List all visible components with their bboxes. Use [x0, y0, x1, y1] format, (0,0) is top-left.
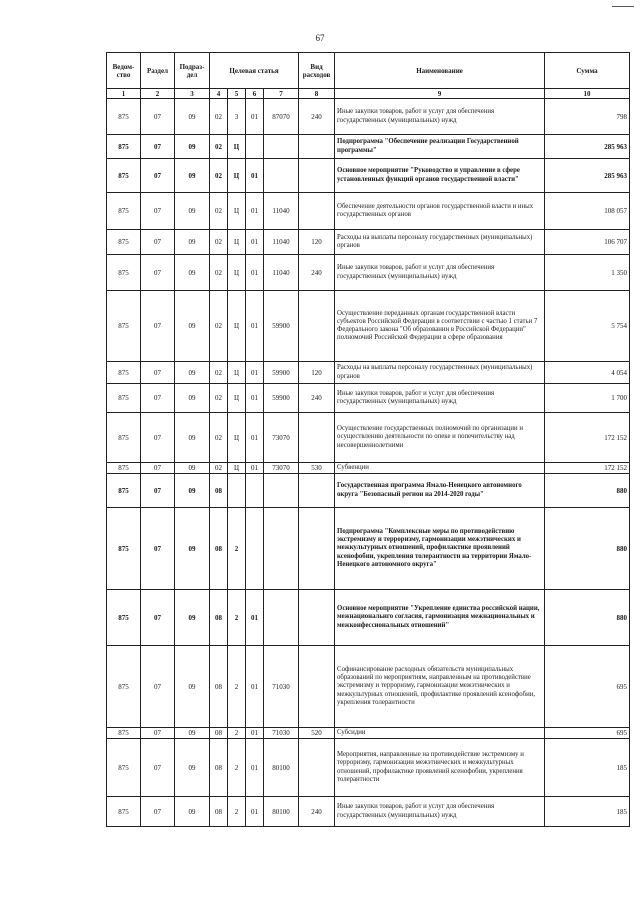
name-cell: Расходы на выплаты персоналу государственных (муниципальных) органов: [335, 230, 545, 255]
ts3-cell: 01: [246, 739, 264, 797]
table-row: [107, 508, 630, 590]
name-cell: Подпрограмма "Комплексные меры по противодействию экстремизму и терроризму, гармонизации межэтнических и межкультурных отношений, профилактике проявлений ксенофобии, укрепления толерантности на территории Ямало-Ненецкого автономного округа": [335, 508, 545, 590]
vedomstvo-cell: 875: [107, 291, 141, 362]
ts1-cell: 08: [210, 508, 228, 590]
table-row: [107, 230, 630, 255]
header-vedomstvo: Ведом-ство: [107, 53, 141, 89]
vid-cell: [299, 291, 335, 362]
vedomstvo-cell: 875: [107, 362, 141, 384]
vedomstvo-cell: 875: [107, 797, 141, 827]
name-cell: Мероприятия, направленные на противодействие экстремизму и терроризму, гармонизации межэтнических и межкультурных отношений, профилактике проявлений ксенофобии, укрепления толерантности: [335, 739, 545, 797]
ts3-cell: 01: [246, 797, 264, 827]
ts1-cell: 02: [210, 362, 228, 384]
ts2-cell: [228, 474, 246, 508]
header-naimenovanie: Наименование: [335, 53, 545, 89]
ts2-cell: 3: [228, 99, 246, 135]
ts3-cell: 01: [246, 362, 264, 384]
column-number: 4: [210, 89, 228, 99]
ts1-cell: 02: [210, 384, 228, 413]
ts1-cell: 08: [210, 797, 228, 827]
table-row: [107, 474, 630, 508]
sum-cell: 798: [545, 99, 630, 135]
vid-cell: [299, 590, 335, 646]
vedomstvo-cell: 875: [107, 590, 141, 646]
vid-cell: [299, 646, 335, 728]
razdel-cell: 07: [141, 159, 175, 193]
ts3-cell: 01: [246, 255, 264, 291]
podrazdel-cell: 09: [175, 193, 210, 230]
ts1-cell: 08: [210, 728, 228, 739]
ts2-cell: Ц: [228, 255, 246, 291]
vid-cell: 520: [299, 728, 335, 739]
ts2-cell: 2: [228, 590, 246, 646]
podrazdel-cell: 09: [175, 159, 210, 193]
sum-cell: 185: [545, 797, 630, 827]
vid-cell: [299, 739, 335, 797]
podrazdel-cell: 09: [175, 797, 210, 827]
column-number: 8: [299, 89, 335, 99]
ts3-cell: 01: [246, 230, 264, 255]
table-row: [107, 384, 630, 413]
ts2-cell: 2: [228, 739, 246, 797]
column-number: 5: [228, 89, 246, 99]
vedomstvo-cell: 875: [107, 413, 141, 463]
ts3-cell: [246, 474, 264, 508]
column-number: 3: [175, 89, 210, 99]
podrazdel-cell: 09: [175, 590, 210, 646]
razdel-cell: 07: [141, 797, 175, 827]
vid-cell: [299, 159, 335, 193]
ts2-cell: 2: [228, 508, 246, 590]
ts2-cell: Ц: [228, 159, 246, 193]
header-tselevaya-statya: Целевая статья: [210, 53, 299, 89]
razdel-cell: 07: [141, 413, 175, 463]
ts4-cell: [264, 590, 299, 646]
ts2-cell: 2: [228, 646, 246, 728]
ts2-cell: Ц: [228, 463, 246, 474]
podrazdel-cell: 09: [175, 99, 210, 135]
podrazdel-cell: 09: [175, 230, 210, 255]
vid-cell: 240: [299, 255, 335, 291]
ts3-cell: 01: [246, 646, 264, 728]
podrazdel-cell: 09: [175, 728, 210, 739]
razdel-cell: 07: [141, 193, 175, 230]
vid-cell: [299, 474, 335, 508]
sum-cell: 4 054: [545, 362, 630, 384]
page-number: 67: [315, 33, 325, 43]
ts4-cell: 11040: [264, 193, 299, 230]
header-razdel: Раздел: [141, 53, 175, 89]
header-row: [107, 53, 630, 89]
table-row: [107, 159, 630, 193]
ts1-cell: 02: [210, 291, 228, 362]
scan-corner-mark: [612, 6, 634, 7]
razdel-cell: 07: [141, 474, 175, 508]
header-vid-raskhodov: Вид расходов: [299, 53, 335, 89]
ts1-cell: 02: [210, 413, 228, 463]
sum-cell: 172 152: [545, 463, 630, 474]
ts3-cell: 01: [246, 159, 264, 193]
razdel-cell: 07: [141, 99, 175, 135]
vedomstvo-cell: 875: [107, 255, 141, 291]
ts1-cell: 02: [210, 255, 228, 291]
podrazdel-cell: 09: [175, 508, 210, 590]
ts2-cell: Ц: [228, 291, 246, 362]
column-number: 1: [107, 89, 141, 99]
table-row: [107, 193, 630, 230]
ts3-cell: 01: [246, 728, 264, 739]
ts2-cell: 2: [228, 797, 246, 827]
ts4-cell: 73070: [264, 413, 299, 463]
ts4-cell: 59900: [264, 362, 299, 384]
name-cell: Основное мероприятие "Руководство и управление в сфере установленных функций органов государственной власти": [335, 159, 545, 193]
name-cell: Субвенции: [335, 463, 545, 474]
podrazdel-cell: 09: [175, 291, 210, 362]
vid-cell: [299, 508, 335, 590]
sum-cell: 108 057: [545, 193, 630, 230]
table-row: [107, 646, 630, 728]
vid-cell: [299, 413, 335, 463]
column-number: 6: [246, 89, 264, 99]
ts1-cell: 02: [210, 230, 228, 255]
vedomstvo-cell: 875: [107, 646, 141, 728]
sum-cell: 1 350: [545, 255, 630, 291]
ts4-cell: [264, 474, 299, 508]
vedomstvo-cell: 875: [107, 474, 141, 508]
razdel-cell: 07: [141, 508, 175, 590]
ts3-cell: 01: [246, 193, 264, 230]
razdel-cell: 07: [141, 230, 175, 255]
ts4-cell: 80100: [264, 739, 299, 797]
ts4-cell: 11040: [264, 255, 299, 291]
vid-cell: [299, 135, 335, 159]
podrazdel-cell: 09: [175, 413, 210, 463]
razdel-cell: 07: [141, 739, 175, 797]
vid-cell: [299, 193, 335, 230]
table-row: [107, 590, 630, 646]
ts2-cell: Ц: [228, 413, 246, 463]
table-row: [107, 739, 630, 797]
vid-cell: 240: [299, 384, 335, 413]
sum-cell: 185: [545, 739, 630, 797]
vedomstvo-cell: 875: [107, 230, 141, 255]
ts3-cell: 01: [246, 99, 264, 135]
razdel-cell: 07: [141, 463, 175, 474]
column-number: 7: [264, 89, 299, 99]
ts4-cell: 87070: [264, 99, 299, 135]
razdel-cell: 07: [141, 590, 175, 646]
ts4-cell: 71030: [264, 646, 299, 728]
sum-cell: 172 152: [545, 413, 630, 463]
table-row: [107, 797, 630, 827]
razdel-cell: 07: [141, 255, 175, 291]
razdel-cell: 07: [141, 362, 175, 384]
podrazdel-cell: 09: [175, 739, 210, 797]
vedomstvo-cell: 875: [107, 508, 141, 590]
ts4-cell: 71030: [264, 728, 299, 739]
vedomstvo-cell: 875: [107, 135, 141, 159]
header-podrazdel: Подраз-дел: [175, 53, 210, 89]
sum-cell: 1 700: [545, 384, 630, 413]
podrazdel-cell: 09: [175, 362, 210, 384]
ts2-cell: Ц: [228, 362, 246, 384]
ts3-cell: [246, 135, 264, 159]
podrazdel-cell: 09: [175, 135, 210, 159]
sum-cell: 880: [545, 508, 630, 590]
ts1-cell: 08: [210, 739, 228, 797]
table-row: [107, 291, 630, 362]
ts2-cell: 2: [228, 728, 246, 739]
vid-cell: 240: [299, 99, 335, 135]
vid-cell: 240: [299, 797, 335, 827]
table-row: [107, 728, 630, 739]
ts1-cell: 02: [210, 135, 228, 159]
name-cell: Подпрограмма "Обеспечение реализации Государственной программы": [335, 135, 545, 159]
name-cell: Иные закупки товаров, работ и услуг для обеспечения государственных (муниципальных) нужд: [335, 255, 545, 291]
name-cell: Основное мероприятие "Укрепление единства российской нации, межнациональнго согласия, гармонизация межнациональных и межконфессиональных отношений": [335, 590, 545, 646]
podrazdel-cell: 09: [175, 384, 210, 413]
vedomstvo-cell: 875: [107, 99, 141, 135]
table-row: [107, 99, 630, 135]
ts4-cell: [264, 159, 299, 193]
column-number: 9: [335, 89, 545, 99]
name-cell: Иные закупки товаров, работ и услуг для обеспечения государственных (муниципальных) нужд: [335, 797, 545, 827]
ts1-cell: 08: [210, 474, 228, 508]
column-number: 2: [141, 89, 175, 99]
vid-cell: 120: [299, 230, 335, 255]
vedomstvo-cell: 875: [107, 193, 141, 230]
vedomstvo-cell: 875: [107, 463, 141, 474]
sum-cell: 285 963: [545, 135, 630, 159]
ts3-cell: 01: [246, 590, 264, 646]
table-row: [107, 255, 630, 291]
ts4-cell: 80100: [264, 797, 299, 827]
column-number-row: [107, 89, 630, 99]
ts4-cell: [264, 508, 299, 590]
vedomstvo-cell: 875: [107, 739, 141, 797]
vid-cell: 530: [299, 463, 335, 474]
name-cell: Софинансирование расходных обязательств муниципальных образований по мероприятиям, направленным на противодействие экстремизму и терроризму, гармонизации межэтнических и межкультурных отношений, профилактике проявлений ксенофобии, укрепления толерантности: [335, 646, 545, 728]
ts3-cell: [246, 508, 264, 590]
header-summa: Сумма: [545, 53, 630, 89]
razdel-cell: 07: [141, 646, 175, 728]
name-cell: Расходы на выплаты персоналу государственных (муниципальных) органов: [335, 362, 545, 384]
name-cell: Обеспечение деятельности органов государственной власти и иных государственных органов: [335, 193, 545, 230]
ts3-cell: 01: [246, 413, 264, 463]
ts4-cell: 59900: [264, 291, 299, 362]
ts2-cell: Ц: [228, 384, 246, 413]
razdel-cell: 07: [141, 384, 175, 413]
ts1-cell: 02: [210, 99, 228, 135]
ts1-cell: 08: [210, 590, 228, 646]
vedomstvo-cell: 875: [107, 384, 141, 413]
ts4-cell: 73070: [264, 463, 299, 474]
name-cell: Осуществление переданных органам государственной власти субъектов Российской Федерации в соответствии с частью 1 статьи 7 Федерального закона "Об образовании в Российской Федерации" полномочий Российской Федерации в сфере образования: [335, 291, 545, 362]
sum-cell: 106 707: [545, 230, 630, 255]
ts1-cell: 02: [210, 463, 228, 474]
sum-cell: 695: [545, 728, 630, 739]
ts1-cell: 02: [210, 159, 228, 193]
name-cell: Иные закупки товаров, работ и услуг для обеспечения государственных (муниципальных) нужд: [335, 384, 545, 413]
name-cell: Иные закупки товаров, работ и услуг для обеспечения государственных (муниципальных) нужд: [335, 99, 545, 135]
sum-cell: 285 963: [545, 159, 630, 193]
ts4-cell: [264, 135, 299, 159]
ts2-cell: Ц: [228, 193, 246, 230]
podrazdel-cell: 09: [175, 646, 210, 728]
ts3-cell: 01: [246, 384, 264, 413]
column-number: 10: [545, 89, 630, 99]
razdel-cell: 07: [141, 728, 175, 739]
table-row: [107, 135, 630, 159]
ts2-cell: Ц: [228, 135, 246, 159]
ts3-cell: 01: [246, 291, 264, 362]
ts3-cell: 01: [246, 463, 264, 474]
sum-cell: 880: [545, 590, 630, 646]
vedomstvo-cell: 875: [107, 728, 141, 739]
table-row: [107, 413, 630, 463]
budget-table: [106, 52, 630, 827]
vedomstvo-cell: 875: [107, 159, 141, 193]
razdel-cell: 07: [141, 291, 175, 362]
table-row: [107, 362, 630, 384]
sum-cell: 5 754: [545, 291, 630, 362]
name-cell: Осуществление государственных полномочий по организации и осуществлению деятельности по опеке и попечительству над несовершеннолетними: [335, 413, 545, 463]
podrazdel-cell: 09: [175, 255, 210, 291]
table-row: [107, 463, 630, 474]
name-cell: Государственная программа Ямало-Ненецкого автономного округа "Безопасный регион на 2014-2020 годы": [335, 474, 545, 508]
podrazdel-cell: 09: [175, 474, 210, 508]
ts4-cell: 59900: [264, 384, 299, 413]
ts1-cell: 08: [210, 646, 228, 728]
razdel-cell: 07: [141, 135, 175, 159]
sum-cell: 880: [545, 474, 630, 508]
table-body: [107, 99, 630, 827]
ts4-cell: 11040: [264, 230, 299, 255]
sum-cell: 695: [545, 646, 630, 728]
ts1-cell: 02: [210, 193, 228, 230]
ts2-cell: Ц: [228, 230, 246, 255]
podrazdel-cell: 09: [175, 463, 210, 474]
name-cell: Субсидии: [335, 728, 545, 739]
vid-cell: 120: [299, 362, 335, 384]
